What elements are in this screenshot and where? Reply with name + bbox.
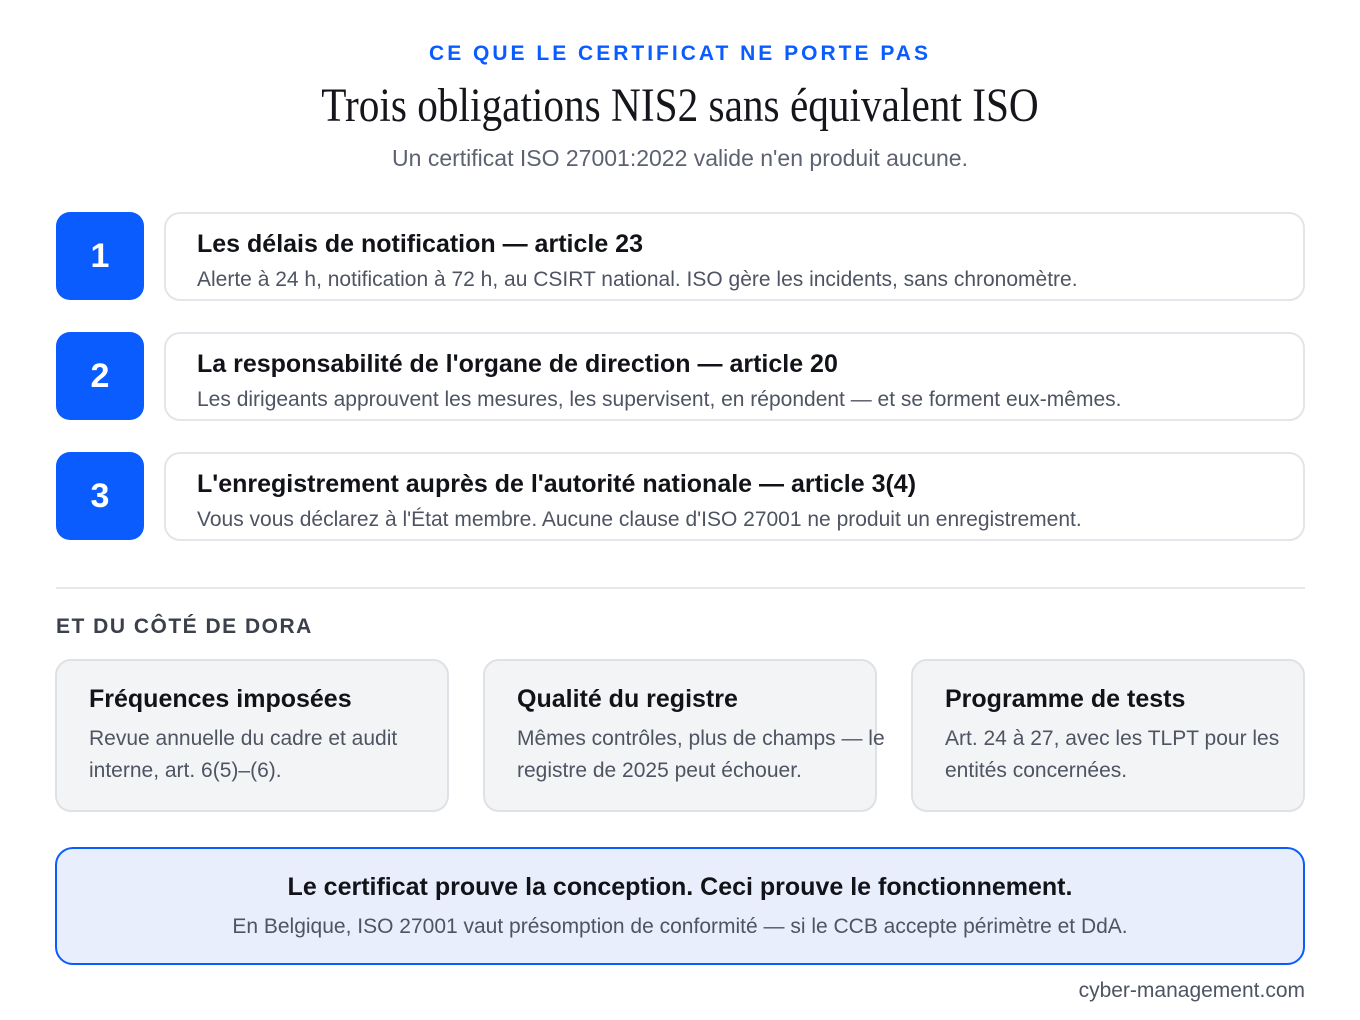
obligation-card <box>164 452 1305 541</box>
obligation-title: L'enregistrement auprès de l'autorité nationale — article 3(4) <box>197 470 917 498</box>
dora-card-title: Programme de tests <box>945 685 1186 713</box>
obligation-card <box>164 212 1305 301</box>
dora-card-title: Fréquences imposées <box>89 685 352 713</box>
obligation-description: Alerte à 24 h, notification à 72 h, au CSIRT national. ISO gère les incidents, sans chronomètre. <box>197 268 1078 291</box>
section-divider <box>56 587 1305 589</box>
obligation-number-badge: 1 <box>56 212 144 300</box>
page-title: Trois obligations NIS2 sans équivalent ISO <box>321 79 1039 132</box>
obligation-description: Les dirigeants approuvent les mesures, les supervisent, en répondent — et se forment eux-mêmes. <box>197 388 1122 411</box>
dora-card-registre <box>483 659 885 812</box>
dora-card-frequences <box>55 659 449 812</box>
obligation-row-1 <box>56 212 1305 301</box>
obligation-row-3 <box>56 452 1305 541</box>
conclusion-callout <box>55 847 1305 965</box>
obligation-description: Vous vous déclarez à l'État membre. Aucune clause d'ISO 27001 ne produit un enregistrement. <box>197 508 1082 531</box>
dora-card-title: Qualité du registre <box>517 685 738 713</box>
callout-description: En Belgique, ISO 27001 vaut présomption de conformité — si le CCB accepte périmètre et DdA. <box>232 915 1128 938</box>
callout-title: Le certificat prouve la conception. Ceci prouve le fonctionnement. <box>287 873 1073 901</box>
obligation-card <box>164 332 1305 421</box>
obligation-title: Les délais de notification — article 23 <box>197 230 643 258</box>
obligation-title: La responsabilité de l'organe de direction — article 20 <box>197 350 838 378</box>
dora-section-label: ET DU CÔTÉ DE DORA <box>56 615 313 638</box>
dora-card-description: Mêmes contrôles, plus de champs — le registre de 2025 peut échouer. <box>517 727 885 782</box>
eyebrow: CE QUE LE CERTIFICAT NE PORTE PAS <box>429 42 931 65</box>
dora-card-description: Art. 24 à 27, avec les TLPT pour les entités concernées. <box>945 727 1280 782</box>
dora-card-description: Revue annuelle du cadre et audit interne, art. 6(5)–(6). <box>89 727 398 782</box>
page-subtitle: Un certificat ISO 27001:2022 valide n'en produit aucune. <box>392 145 968 171</box>
obligation-number-badge: 2 <box>56 332 144 420</box>
footer-site: cyber-management.com <box>1078 979 1305 1002</box>
dora-card-tests <box>911 659 1305 812</box>
obligation-number-badge: 3 <box>56 452 144 540</box>
obligation-row-2 <box>56 332 1305 421</box>
